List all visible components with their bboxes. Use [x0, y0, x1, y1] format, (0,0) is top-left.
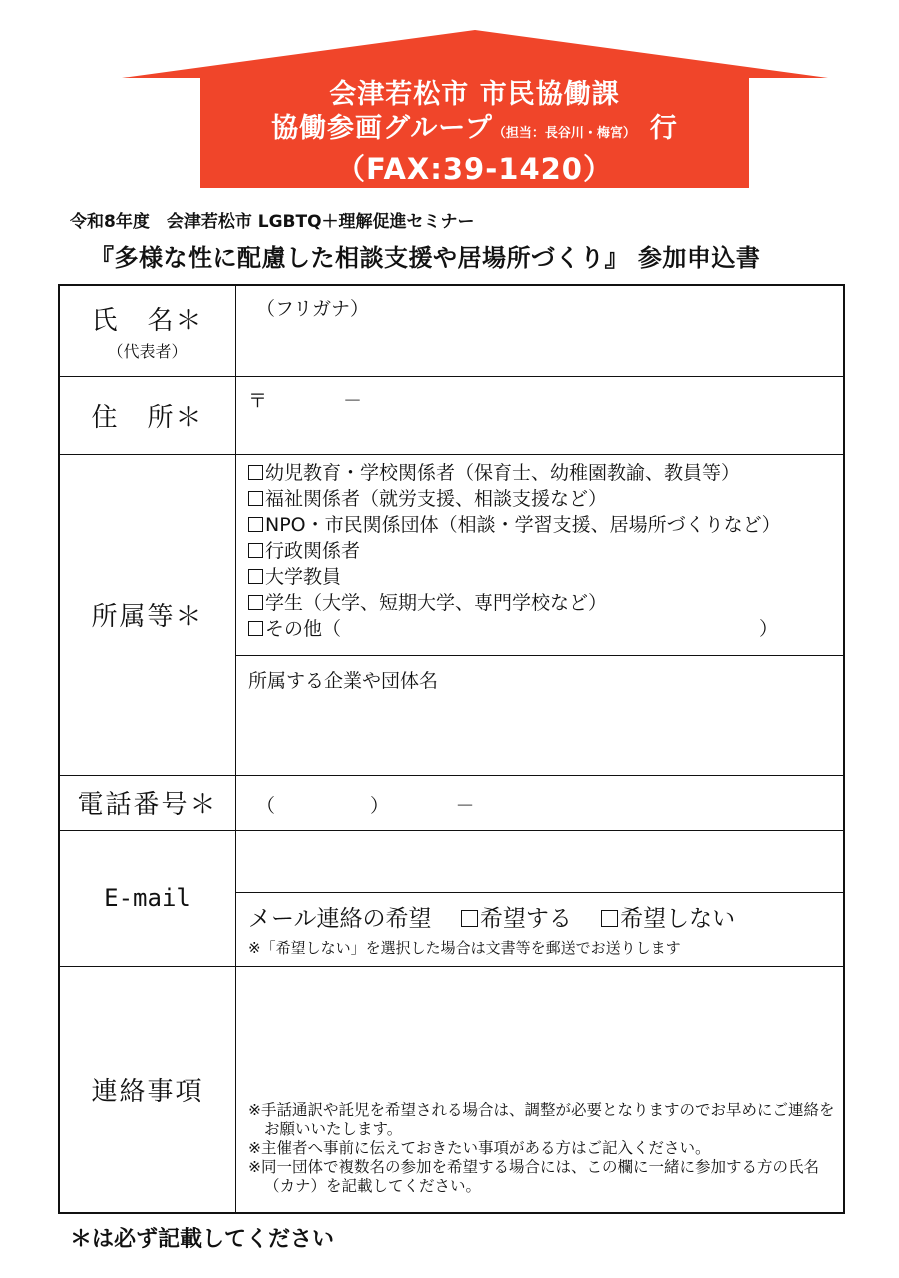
header-banner	[0, 0, 899, 190]
banner-group-name: 協働参画グループ	[271, 113, 493, 144]
address-postal-field[interactable]: 〒 －	[248, 390, 363, 412]
name-label: 氏 名＊	[91, 306, 204, 336]
checkbox-icon[interactable]	[248, 595, 263, 610]
page-title: 『多様な性に配慮した相談支援や居場所づくり』 参加申込書	[90, 244, 761, 272]
banner-text	[200, 78, 749, 187]
phone-label: 電話番号＊	[77, 790, 218, 820]
org-name-field-label: 所属する企業や団体名	[248, 670, 439, 692]
phone-label-cell	[60, 775, 236, 830]
affiliation-label: 所属等＊	[91, 602, 204, 632]
affiliation-option[interactable]: NPO・市民関係団体（相談・学習支援、居場所づくりなど）	[248, 512, 781, 538]
name-label-cell	[60, 286, 236, 376]
mail-pref-no-option[interactable]: 希望しない	[601, 906, 735, 932]
cell-divider	[236, 655, 843, 656]
checkbox-icon[interactable]	[461, 910, 478, 927]
mail-preference	[248, 900, 735, 933]
address-label: 住 所＊	[91, 402, 204, 433]
banner-addressee-suffix: 行	[649, 113, 678, 144]
mail-pref-label: メール連絡の希望	[248, 906, 432, 932]
banner-contact-persons: （担当：長谷川・梅宮）	[492, 126, 636, 141]
seminar-subtitle: 令和8年度 会津若松市 LGBTQ＋理解促進セミナー	[70, 212, 475, 232]
email-input-area[interactable]	[238, 832, 842, 890]
email-label-cell	[60, 830, 236, 966]
contact-input-area[interactable]	[238, 968, 842, 1098]
checkbox-icon[interactable]	[248, 465, 263, 480]
application-form	[58, 284, 845, 1214]
contact-label-cell	[60, 966, 236, 1212]
contact-note: ※同一団体で複数名の参加を希望する場合には、この欄に一緒に参加する方の氏名（カナ）を記載してください。	[248, 1158, 819, 1195]
contact-label: 連絡事項	[91, 1076, 204, 1107]
required-fields-note: ＊は必ず記載してください	[70, 1227, 335, 1252]
mail-preference-note: ※「希望しない」を選択した場合は文書等を郵送でお送りします	[248, 939, 681, 957]
checkbox-icon[interactable]	[248, 491, 263, 506]
contact-notes	[248, 1101, 838, 1196]
affiliation-option[interactable]: 大学教員	[248, 564, 781, 590]
phone-field[interactable]: （ ） －	[256, 795, 475, 817]
affiliation-label-cell	[60, 454, 236, 775]
checkbox-icon[interactable]	[248, 569, 263, 584]
checkbox-icon[interactable]	[248, 621, 263, 636]
email-label: E-mail	[104, 884, 191, 912]
affiliation-option[interactable]: 学生（大学、短期大学、専門学校など）	[248, 590, 781, 616]
checkbox-icon[interactable]	[248, 543, 263, 558]
affiliation-option[interactable]: 福祉関係者（就労支援、相談支援など）	[248, 486, 781, 512]
contact-note: ※手話通訳や託児を希望される場合は、調整が必要となりますのでお早めにご連絡をお願いいたします。	[248, 1101, 835, 1138]
banner-department: 会津若松市 市民協働課	[329, 79, 620, 110]
affiliation-options	[248, 460, 781, 642]
contact-note: ※主催者へ事前に伝えておきたい事項がある方はご記入ください。	[248, 1139, 711, 1157]
name-sublabel: （代表者）	[107, 342, 188, 361]
banner-group	[200, 112, 749, 151]
name-furigana-label: （フリガナ）	[256, 298, 370, 320]
banner-fax: （FAX:39-1420）	[336, 152, 613, 186]
checkbox-icon[interactable]	[248, 517, 263, 532]
affiliation-option[interactable]: 行政関係者	[248, 538, 781, 564]
address-label-cell	[60, 376, 236, 454]
checkbox-icon[interactable]	[601, 910, 618, 927]
mail-pref-yes-option[interactable]: 希望する	[461, 906, 572, 932]
cell-divider	[236, 892, 843, 893]
affiliation-option[interactable]: 幼児教育・学校関係者（保育士、幼稚園教諭、教員等）	[248, 460, 781, 486]
affiliation-option[interactable]: その他（ ）	[248, 616, 781, 642]
